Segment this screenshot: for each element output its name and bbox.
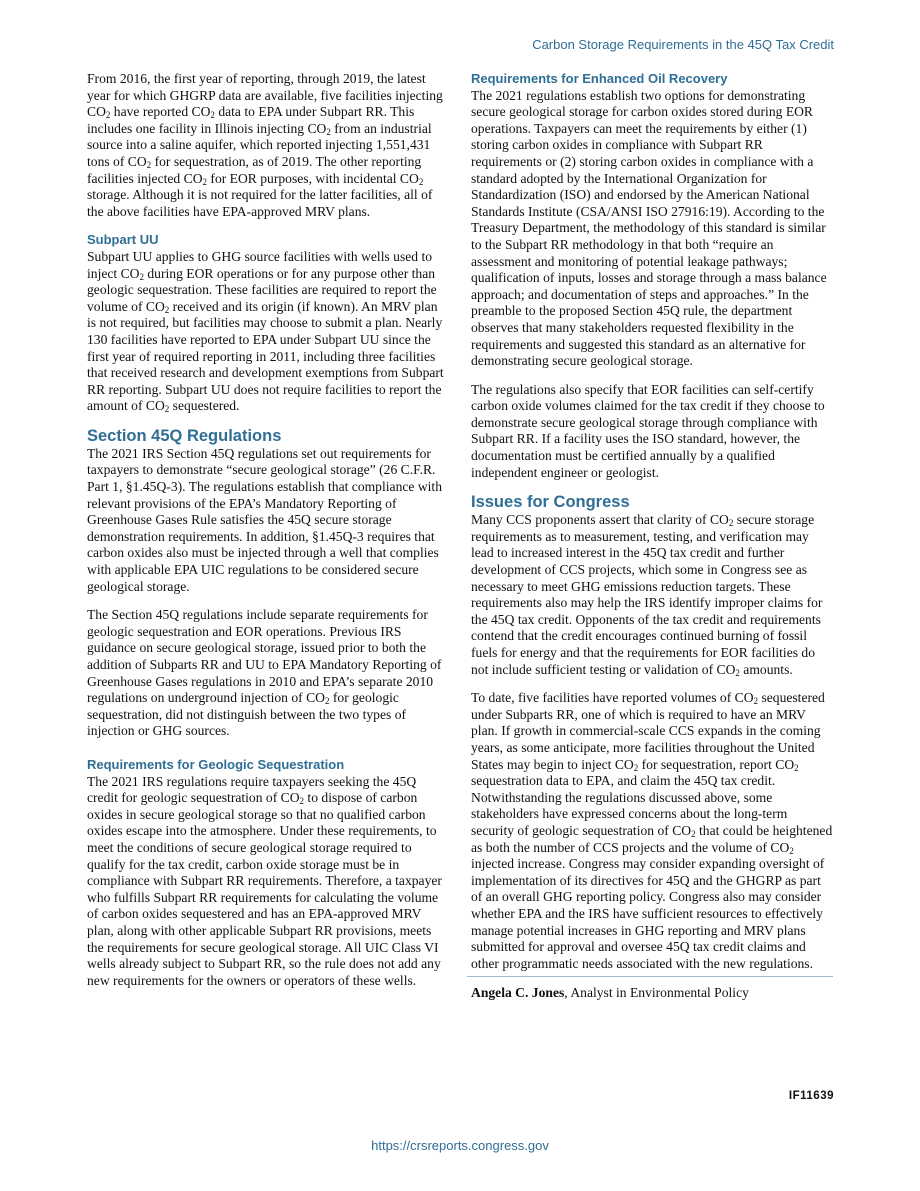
issues-heading: Issues for Congress: [471, 493, 630, 512]
geologic-sequestration-paragraph: The 2021 IRS regulations require taxpayers seeking the 45Q credit for geologic sequestration of $CO_2$ to dispose of carbon oxides in secure geological storage so that no qualified carbon oxides escape into the atmosphere. Under these requirements, to meet the conditions of secure geological storage required to qualify for the tax credit, carbon oxide storage must be in compliance with Subpart RR requirements. Therefore, a taxpayer who fulfills Subpart RR requirements for calculating the volume of carbon oxides sequestered and has an EPA-approved MRV plan, along with other applicable Subpart RR provisions, meets the requirements for secure geological storage. All UIC Class VI wells already subject to Subpart RR, so the rule does not add any new requirements for the owners or operators of these wells.: [87, 773, 442, 988]
subpart-uu-heading: Subpart UU: [87, 232, 159, 248]
section-45q-heading: Section 45Q Regulations: [87, 426, 282, 445]
running-header: Carbon Storage Requirements in the 45Q Tax Credit: [532, 37, 834, 52]
geologic-sequestration-heading: Requirements for Geologic Sequestration: [87, 756, 345, 772]
regulations-paragraph-2: The Section 45Q regulations include separate requirements for geologic sequestration and EOR operations. Previous IRS guidance on secure geological storage, issued prior to both the addition of Subparts RR and UU to EPA Mandatory Reporting of Greenhouse Gases regulations in 2010 and EPA’s separate 2010 regulations on underground injection of $CO_2$ for geologic sequestration, did not distinguish between the two types of injection or GHG sources.: [87, 607, 442, 739]
eor-heading: Requirements for Enhanced Oil Recovery: [471, 71, 728, 86]
regulations-paragraph-1: The 2021 IRS Section 45Q regulations set out requirements for taxpayers to demonstrate “secure geological storage” (26 C.F.R. Part 1, §1.45Q-3). The regulations establish that compliance with relevant provisions of the EPA’s Mandatory Reporting of Greenhouse Gases Rule satisfies the 45Q secure storage demonstration requirements. In addition, §1.45Q-3 requires that carbon oxides also must be injected through a well that complies with applicable EPA UIC regulations to be considered secure geological storage.: [87, 445, 442, 594]
author-line: [471, 985, 833, 1002]
issues-paragraph-2: To date, five facilities have reported volumes of $CO_2$ sequestered under Subparts RR, one of which is required to have an MRV plan. If growth in commercial-scale CCS expands in the coming years, as some anticipate, more facilities throughout the United States may begin to inject $CO_2$ for sequestration, report $CO_2$ sequestration data to EPA, and claim the 45Q tax credit. Notwithstanding the regulations discussed above, some stakeholders have expressed concerns about the long-term security of geologic sequestration of $CO_2$ that could be heightened as both the number of CCS projects and the volume of $CO_2$ injected increase. Congress may consider expanding oversight of implementation of its directives for 45Q and the GHGRP as part of an overall GHG reporting policy. Congress also may consider whether EPA and the IRS have sufficient resources to effectively manage potential increases in GHG reporting and MRV plans submitted for approval and oversee 45Q tax credit claims and other programmatic needs associated with the new regulations.: [471, 690, 833, 971]
author-title: , Analyst in Environmental Policy: [564, 985, 749, 1001]
footer-url[interactable]: https://crsreports.congress.gov: [371, 1138, 549, 1153]
report-id: IF11639: [788, 1090, 834, 1102]
eor-paragraph-1: The 2021 regulations establish two options for demonstrating secure geological storage for carbon oxides stored during EOR operations. Taxpayers can meet the requirements by either (1) storing carbon oxides in compliance with Subpart RR requirements or (2) storing carbon oxides in compliance with a standard adopted by the International Organization for Standardization (ISO) and endorsed by the American National Standards Institute (CSA/ANSI ISO 27916:19). According to the Treasury Department, the methodology of this standard is similar to the Subpart RR methodology in that both “require an assessment and monitoring of potential leakage pathways; qualification of inputs, losses and storage through a mass balance approach; and documentation of steps and approaches.” In the preamble to the proposed Section 45Q rule, the department observes that many stakeholders requested flexibility in the requirements and suggested this standard as an alternative for demonstrating secure geological storage.: [471, 87, 827, 369]
intro-paragraph: From 2016, the first year of reporting, through 2019, the latest year for which GHGRP data are available, five facilities injecting $CO_2$ have reported $CO_2$ data to EPA under Subpart RR. This includes one facility in Illinois injecting $CO_2$ from an industrial source into a saline aquifer, which reported injecting 1,551,431 tons of $CO_2$ for sequestration, as of 2019. The other reporting facilities injected $CO_2$ for EOR purposes, with incidental $CO_2$ storage. Although it is not required for the latter facilities, all of the above facilities have EPA-approved MRV plans.: [87, 71, 443, 219]
issues-paragraph-1: Many CCS proponents assert that clarity of $CO_2$ secure storage requirements as to measurement, testing, and verification may lead to increased interest in the 45Q tax credit and further development of CCS projects, which some in Congress see as necessary to meet GHG emissions reduction targets. These requirements also may help the IRS identify improper claims for the 45Q tax credit. Opponents of the tax credit and requirements contend that the credit encourages continued burning of fossil fuels for energy and that the requirements for EOR facilities do not include sufficient testing or validation of $CO_2$ amounts.: [471, 512, 823, 678]
left-column: [87, 71, 449, 1001]
eor-paragraph-2: The regulations also specify that EOR facilities can self-certify carbon oxide volumes claimed for the tax credit if they choose to demonstrate secure geological storage through compliance with Subpart RR. If a facility uses the ISO standard, however, the documentation must be certified annually by a qualified independent engineer or geologist.: [471, 381, 825, 480]
author-divider: [467, 976, 833, 977]
right-column: [471, 71, 833, 1002]
subpart-uu-paragraph: Subpart UU applies to GHG source facilities with wells used to inject $CO_2$ during EOR operations or for any purpose other than geologic sequestration. These facilities are required to report the volume of $CO_2$ received and its origin (if known). An MRV plan is not required, but facilities may choose to submit a plan. Nearly 130 facilities have reported to EPA under Subpart UU since the first year of required reporting in 2011, including three facilities that received research and development exemptions from Subpart RR reporting. Subpart UU does not require facilities to report the amount of $CO_2$ sequestered.: [87, 248, 444, 415]
author-name: Angela C. Jones: [471, 985, 565, 1001]
